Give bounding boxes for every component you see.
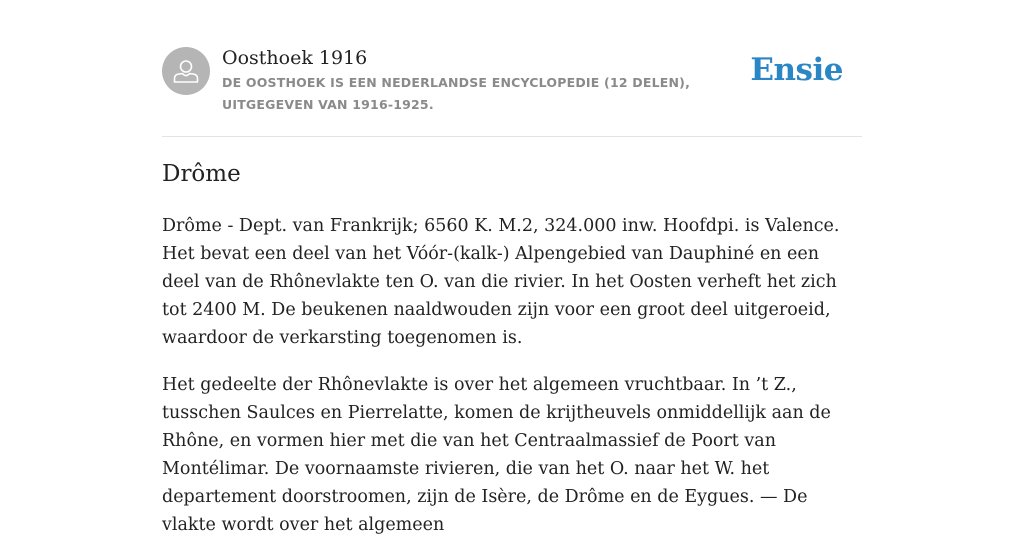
article-body bbox=[162, 212, 862, 558]
source-description: DE OOSTHOEK IS EEN NEDERLANDSE ENCYCLOPEDIE (12 DELEN), UITGEGEVEN VAN 1916-1925. bbox=[222, 75, 691, 112]
source-name[interactable]: Oosthoek 1916 bbox=[222, 47, 368, 69]
ensie-logo-link[interactable]: Ensie bbox=[750, 52, 843, 88]
source-avatar[interactable] bbox=[162, 47, 210, 95]
article-title: Drôme bbox=[162, 161, 241, 187]
source-header bbox=[162, 46, 862, 137]
article-paragraph: Het gedeelte der Rhônevlakte is over het algemeen vruchtbaar. In ’t Z., tusschen Saulces en Pierrelatte, komen de krijtheuvels onmiddellijk aan de Rhône, en vormen hier met die van het Centraalmassief de Poort van Montélimar. De voornaamste rivieren, die van het O. naar het W. het departement doorstroomen, zijn de Isère, de Drôme en de Eygues. — De vlakte wordt over het algemeen bbox=[162, 375, 831, 535]
user-silhouette-icon bbox=[162, 47, 210, 95]
article-paragraph: Drôme - Dept. van Frankrijk; 6560 K. M.2, 324.000 inw. Hoofdpi. is Valence. Het bevat een deel van het Vóór-(kalk-) Alpengebied van Dauphiné en een deel van de Rhônevlakte ten O. van die rivier. In het Oosten verheft het zich tot 2400 M. De beukenen naaldwouden zijn voor een groot deel uitgeroeid, waardoor de verkarsting toegenomen is. bbox=[162, 216, 840, 348]
